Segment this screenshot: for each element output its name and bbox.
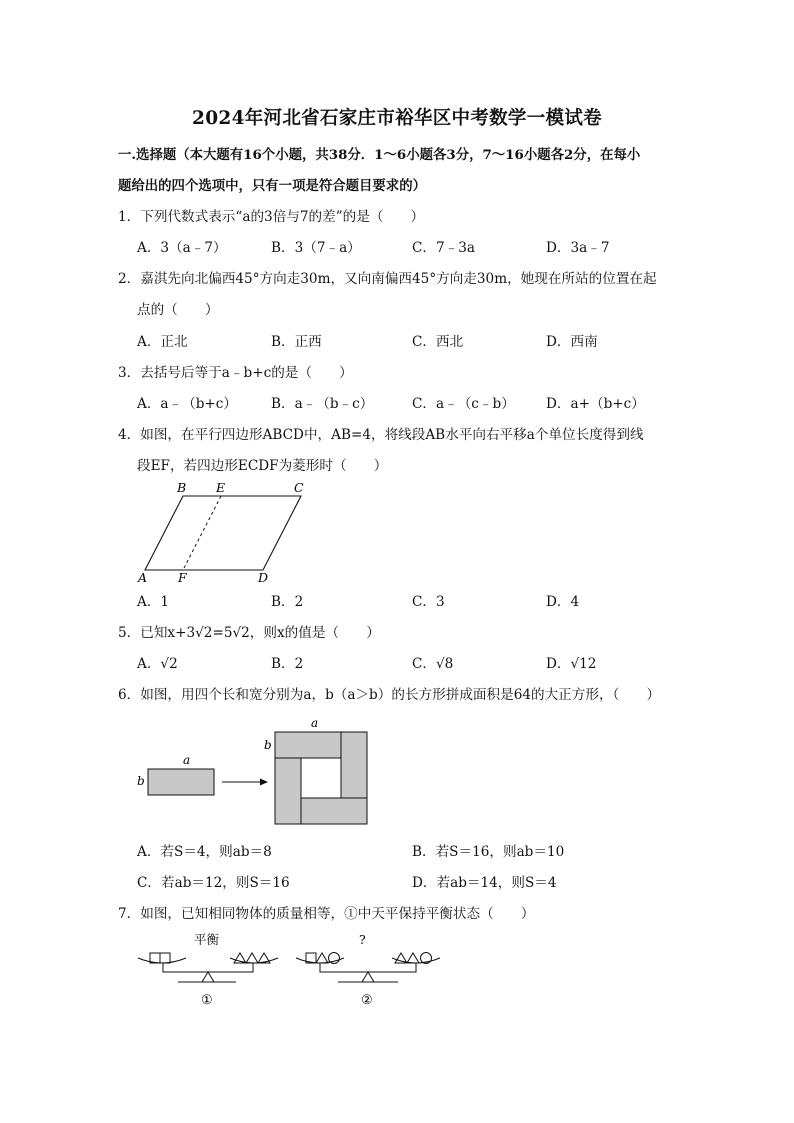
- q3-option-a[interactable]: A．a﹣（b+c）: [137, 396, 238, 412]
- square-weight-icon: [160, 953, 170, 963]
- rectangle-square-figure: [130, 712, 390, 830]
- balance-1-status: 平衡: [194, 932, 220, 947]
- rect-left: [275, 758, 301, 824]
- dashed-segment-ef: [183, 496, 221, 570]
- q6-option-b[interactable]: B．若S＝16，则ab＝10: [412, 844, 565, 860]
- section-heading-line2: 题给出的四个选项中，只有一项是符合题目要求的）: [118, 178, 426, 194]
- balance-1: [138, 932, 278, 1008]
- page-title: 2024年河北省石家庄市裕华区中考数学一模试卷: [192, 108, 602, 129]
- balance-2-label: ②: [361, 993, 373, 1008]
- triangle-weight-icon: [246, 953, 258, 963]
- parallelogram-abcd: [145, 496, 301, 570]
- label-b: B: [177, 480, 187, 495]
- q1-option-a[interactable]: A．3（a﹣7）: [137, 240, 227, 256]
- q5-option-b[interactable]: B．2: [271, 656, 304, 672]
- label-f: F: [178, 570, 187, 585]
- rect-right: [341, 732, 367, 798]
- q2-option-a[interactable]: A．正北: [137, 334, 188, 350]
- q1-option-d[interactable]: D．3a﹣7: [546, 240, 610, 256]
- q2-option-b[interactable]: B．正西: [271, 334, 322, 350]
- fulcrum-icon: [202, 972, 214, 982]
- question-5-stem: 5．已知x+3√2=5√2，则x的值是（ ）: [118, 625, 380, 641]
- q3-option-d[interactable]: D．a+（b+c）: [546, 396, 645, 412]
- label-a-small: a: [183, 753, 191, 767]
- q2-option-c[interactable]: C．西北: [412, 334, 464, 350]
- question-3-stem: 3．去括号后等于a﹣b+c的是（ ）: [118, 365, 353, 381]
- balance-figure: [130, 928, 450, 1010]
- q6-option-c[interactable]: C．若ab＝12，则S＝16: [137, 875, 290, 891]
- section-heading-line1: 一.选择题（本大题有16个小题，共38分．1～6小题各3分，7～16小题各2分，在每小: [118, 147, 641, 163]
- rect-bottom: [301, 798, 367, 824]
- label-e: E: [216, 480, 226, 495]
- label-b-small: b: [137, 774, 145, 788]
- label-d: D: [258, 570, 269, 585]
- q6-option-d[interactable]: D．若ab＝14，则S＝4: [412, 875, 557, 891]
- label-a: A: [138, 570, 148, 585]
- balance-2: [296, 932, 440, 1008]
- q3-option-b[interactable]: B．a﹣（b﹣c）: [271, 396, 374, 412]
- label-a-big: a: [311, 716, 319, 730]
- q4-option-b[interactable]: B．2: [271, 594, 304, 610]
- q4-option-a[interactable]: A．1: [137, 594, 170, 610]
- label-c: C: [294, 480, 304, 495]
- circle-weight-icon: [329, 953, 340, 964]
- rect-top: [275, 732, 341, 758]
- q4-option-d[interactable]: D．4: [546, 594, 580, 610]
- question-4-stem-line1: 4．如图，在平行四边形ABCD中，AB=4，将线段AB水平向右平移a个单位长度得到线: [118, 427, 644, 443]
- q6-option-a[interactable]: A．若S＝4，则ab＝8: [137, 844, 272, 860]
- small-rectangle: [148, 769, 214, 795]
- parallelogram-figure: [130, 478, 320, 588]
- question-2-stem-line2: 点的（ ）: [137, 302, 219, 318]
- question-6-stem: 6．如图，用四个长和宽分别为a，b（a＞b）的长方形拼成面积是64的大正方形，（ ）: [118, 687, 661, 703]
- fulcrum-icon: [362, 972, 374, 982]
- q5-option-a[interactable]: A．√2: [137, 656, 178, 672]
- q4-option-c[interactable]: C．3: [412, 594, 445, 610]
- q5-option-c[interactable]: C．√8: [412, 656, 454, 672]
- triangle-weight-icon: [407, 953, 419, 963]
- q5-option-d[interactable]: D．√12: [546, 656, 597, 672]
- label-b-big: b: [264, 738, 272, 752]
- balance-2-status: ?: [359, 932, 366, 947]
- q3-option-c[interactable]: C．a﹣（c﹣b）: [412, 396, 515, 412]
- question-1-stem: 1．下列代数式表示“a的3倍与7的差”的是（ ）: [118, 209, 425, 225]
- square-weight-icon: [150, 953, 160, 963]
- balance-1-label: ①: [201, 993, 213, 1008]
- q1-option-b[interactable]: B．3（7﹣a）: [271, 240, 361, 256]
- question-4-stem-line2: 段EF，若四边形ECDF为菱形时（ ）: [137, 458, 388, 474]
- triangle-weight-icon: [316, 953, 328, 963]
- question-7-stem: 7．如图，已知相同物体的质量相等，①中天平保持平衡状态（ ）: [118, 906, 535, 922]
- question-2-stem-line1: 2．嘉淇先向北偏西45°方向走30m，又向南偏西45°方向走30m，她现在所站的位置在起: [118, 271, 657, 287]
- arrow-head-icon: [260, 779, 268, 786]
- q1-option-c[interactable]: C．7﹣3a: [412, 240, 475, 256]
- q2-option-d[interactable]: D．西南: [546, 334, 598, 350]
